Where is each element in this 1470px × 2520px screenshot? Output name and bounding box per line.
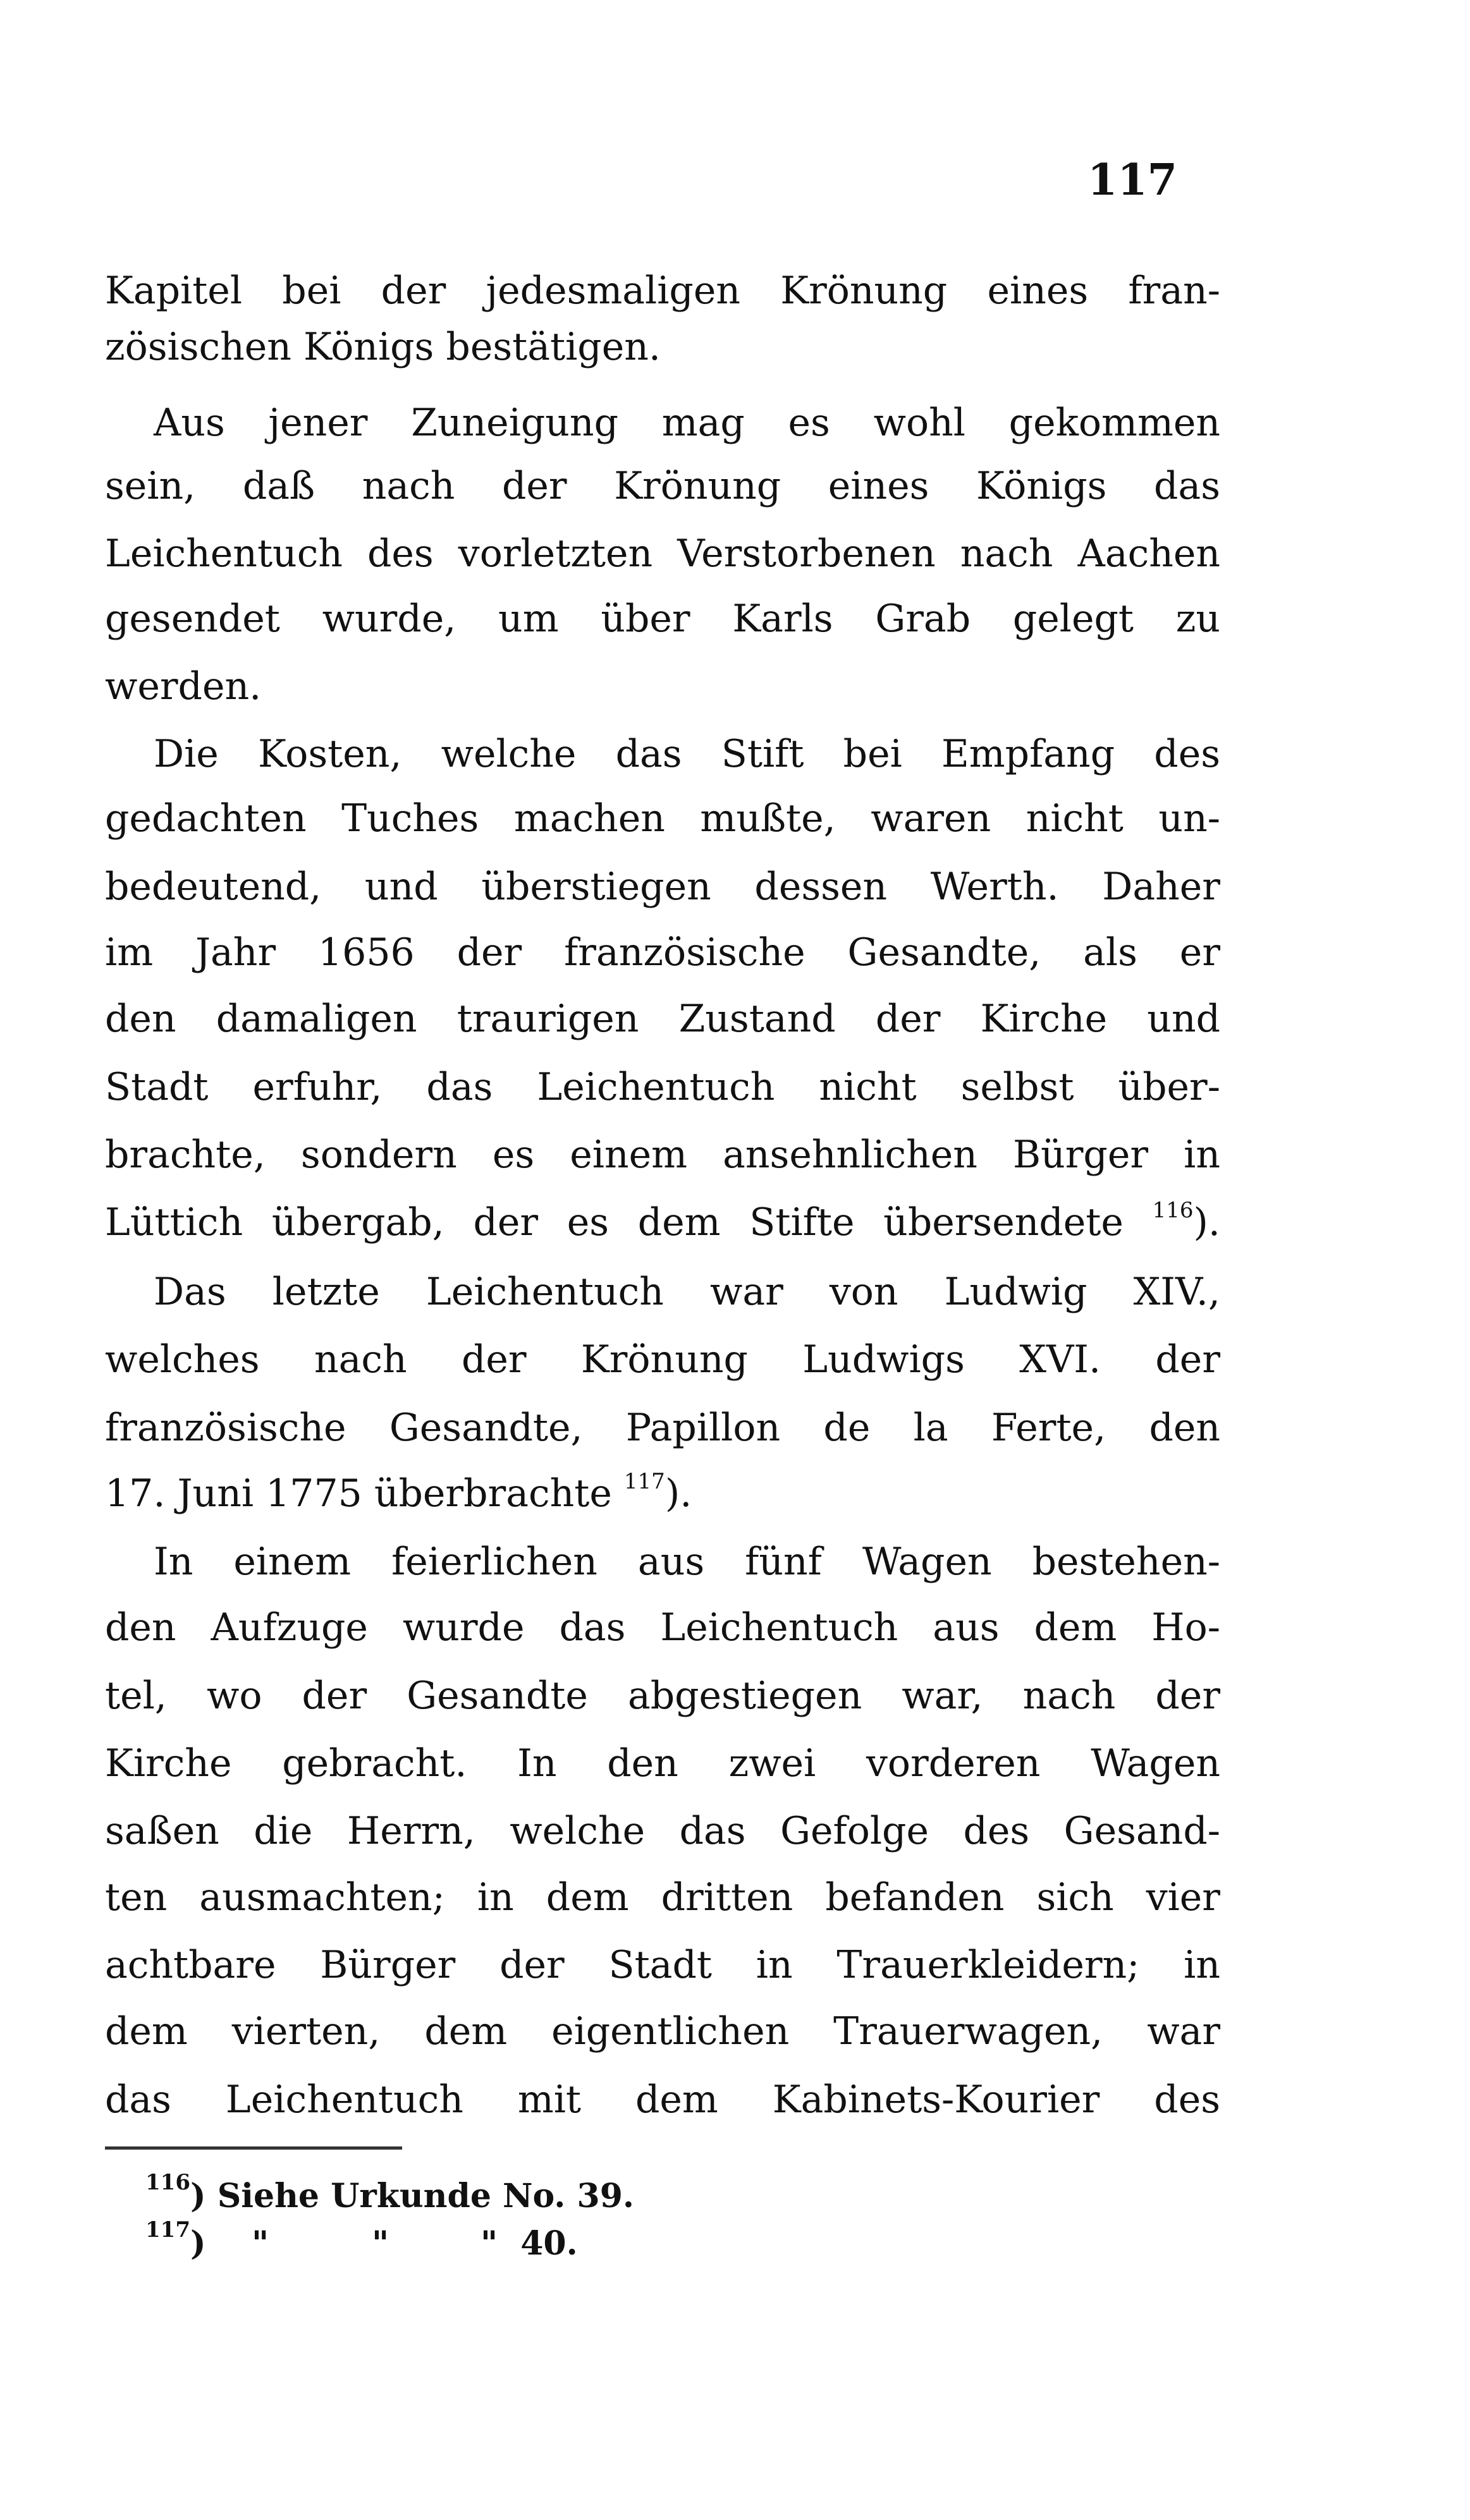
line-text: achtbare Bürger der Stadt in Trauerkleidern; in	[105, 1943, 1220, 1987]
line-text: den damaligen traurigen Zustand der Kirche und	[105, 997, 1220, 1041]
line-text: gedachten Tuches machen mußte, waren nicht un-	[105, 796, 1220, 841]
footnote-reference: 116	[1152, 1198, 1194, 1223]
text-line	[105, 1328, 1220, 1391]
text-line	[105, 1799, 1220, 1863]
text-line	[105, 1596, 1220, 1659]
line-punctuation: ).	[1193, 1200, 1220, 1245]
text-line	[105, 259, 1220, 322]
line-text: sein, daß nach der Krönung eines Königs das	[105, 464, 1220, 508]
line-text: bedeutend, und überstiegen dessen Werth. Daher	[105, 865, 1220, 909]
text-line	[105, 1664, 1220, 1727]
line-text: Aus jener Zuneigung mag es wohl gekommen	[154, 401, 1220, 445]
footnote-reference: 117	[623, 1469, 665, 1494]
text-line	[105, 987, 1220, 1050]
text-line	[105, 454, 1220, 518]
text-line	[105, 1933, 1220, 1997]
text-line	[105, 391, 1220, 454]
line-text: zösischen Königs bestätigen.	[105, 325, 661, 369]
text-line	[105, 787, 1220, 850]
line-text: Leichentuch des vorletzten Verstorbenen nach Aachen	[105, 532, 1220, 576]
line-text: welches nach der Krönung Ludwigs XVI. der	[105, 1337, 1220, 1382]
line-text: Kapitel bei der jedesmaligen Krönung eines fran-	[105, 269, 1220, 313]
text-line	[105, 1123, 1220, 1186]
footnote-number: 116	[145, 2170, 190, 2195]
footnote-number: 117	[145, 2217, 190, 2243]
line-text: gesendet wurde, um über Karls Grab gelegt zu	[105, 597, 1220, 641]
line-text: Das letzte Leichentuch war von Ludwig XIV.,	[154, 1270, 1220, 1314]
line-text: Die Kosten, welche das Stift bei Empfang des	[154, 732, 1220, 776]
footnote-divider	[105, 2146, 402, 2150]
line-text: im Jahr 1656 der französische Gesandte, als er	[105, 930, 1220, 975]
line-text: 17. Juni 1775 überbrachte	[105, 1471, 612, 1516]
text-line	[105, 522, 1220, 585]
text-line	[105, 1191, 1220, 1254]
text-line	[105, 1530, 1220, 1593]
line-text: saßen die Herrn, welche das Gefolge des Gesand-	[105, 1809, 1220, 1853]
line-text: ten ausmachten; in dem dritten befanden sich vier	[105, 1875, 1220, 1920]
text-line	[105, 587, 1220, 650]
line-text: Stadt erfuhr, das Leichentuch nicht selbst über-	[105, 1065, 1220, 1109]
line-text: das Leichentuch mit dem Kabinets-Kourier des	[105, 2078, 1220, 2122]
line-text: werden.	[105, 664, 262, 709]
line-text: In einem feierlichen aus fünf Wagen bestehen-	[154, 1540, 1220, 1584]
footnote	[145, 2217, 578, 2266]
text-line	[105, 1260, 1220, 1324]
page-number: 117	[1087, 155, 1177, 205]
text-line	[105, 1866, 1220, 1929]
line-text: französische Gesandte, Papillon de la Ferte, den	[105, 1406, 1220, 1450]
line-text: den Aufzuge wurde das Leichentuch aus dem Ho-	[105, 1605, 1220, 1650]
line-punctuation: ).	[665, 1471, 692, 1516]
text-line	[105, 921, 1220, 984]
text-line	[105, 655, 1220, 718]
line-text: Kirche gebracht. In den zwei vorderen Wagen	[105, 1741, 1220, 1786]
line-text: dem vierten, dem eigentlichen Trauerwagen, war	[105, 2009, 1220, 2054]
text-line	[105, 722, 1220, 786]
text-line	[105, 2000, 1220, 2063]
line-text: Lüttich übergab, der es dem Stifte übersendete	[105, 1200, 1124, 1245]
text-line	[105, 2068, 1220, 2131]
text-line	[105, 1462, 1220, 1525]
text-line	[105, 1056, 1220, 1119]
text-line	[105, 1732, 1220, 1795]
footnote	[145, 2170, 634, 2219]
text-line	[105, 855, 1220, 918]
text-line	[105, 315, 1220, 379]
footnote-text: ) Siehe Urkunde No. 39.	[190, 2177, 634, 2215]
line-text: tel, wo der Gesandte abgestiegen war, nach der	[105, 1674, 1220, 1718]
text-line	[105, 1396, 1220, 1459]
footnote-text: ) " " " 40.	[190, 2224, 578, 2263]
line-text: brachte, sondern es einem ansehnlichen Bürger in	[105, 1133, 1220, 1177]
